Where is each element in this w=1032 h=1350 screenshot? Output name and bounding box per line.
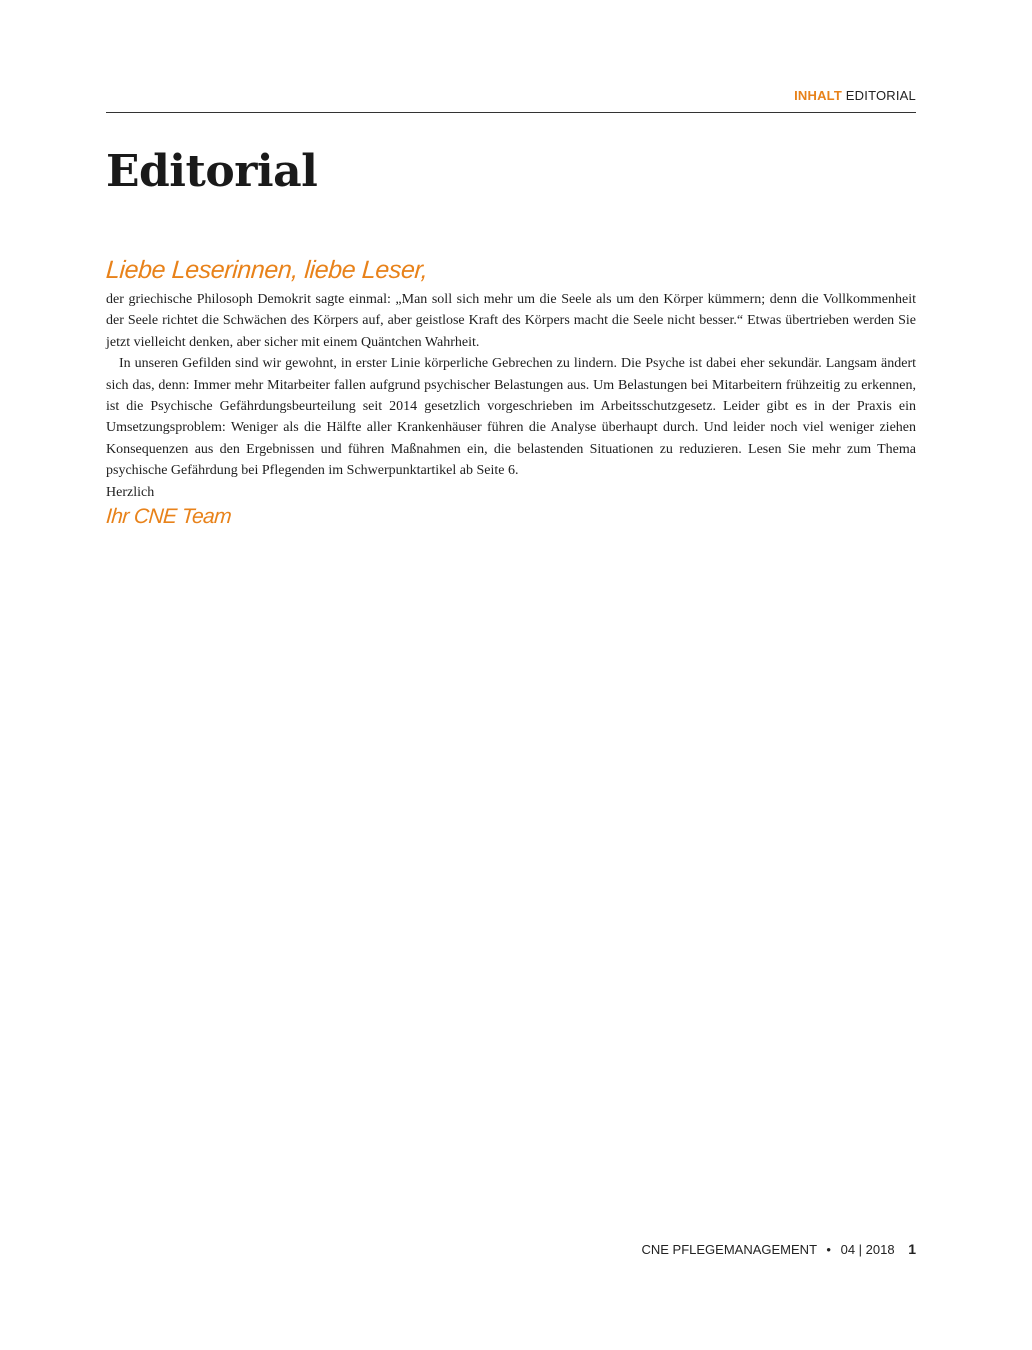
paragraph-1: der griechische Philosoph Demokrit sagte einmal: „Man soll sich mehr um die Seele als um den Körper kümmern; denn die Vollkommenheit der Seele richtet die Schwächen des Körpers auf, aber geistlose Kraft des Körpers macht die Seele nicht besser.“ Etwas übertrieben werden Sie jetzt vielleicht denken, aber sicher mit einem Quäntchen Wahrheit. [106, 292, 916, 350]
header-rule [106, 112, 916, 113]
footer-publication: CNE PFLEGEMANAGEMENT [641, 1242, 817, 1257]
signature: Ihr CNE Team [105, 505, 232, 528]
running-head-section[interactable]: INHALT [794, 88, 842, 103]
page-footer [641, 1241, 916, 1257]
footer-issue: 04 | 2018 [840, 1242, 895, 1257]
running-head [794, 88, 916, 103]
editorial-page [106, 0, 916, 1350]
paragraph-2: In unseren Gefilden sind wir gewohnt, in erster Linie körperliche Gebrechen zu lindern. Die Psyche ist dabei eher sekundär. Langsam ändert sich das, denn: Immer mehr Mitarbeiter fallen aufgrund psychischer Belastungen aus. Um Belastungen bei Mitarbeitern frühzeitig zu erkennen, ist die Psychische Gefährdungsbeurteilung seit 2014 gesetzlich vorgeschrieben im Arbeitsschutzgesetz. Leider gibt es in der Praxis ein Umsetzungsproblem: Weniger als die Hälfte aller Krankenhäuser führen die Analyse überhaupt durch. Und leider noch viel weniger ziehen Konsequenzen aus den Ergebnissen und führen Maßnahmen ein, die belastenden Situationen zu reduzieren. Lesen Sie mehr zum Thema psychische Gefährdung bei Pflegenden im Schwerpunktartikel ab Seite 6. [106, 356, 916, 479]
page-title: Editorial [106, 146, 318, 197]
page-number: 1 [908, 1241, 916, 1257]
closing-line: Herzlich [106, 484, 155, 500]
editorial-body [106, 289, 916, 503]
running-head-subsection: EDITORIAL [845, 88, 916, 103]
greeting: Liebe Leserinnen, liebe Leser, [105, 256, 429, 284]
footer-bullet: • [826, 1242, 831, 1257]
